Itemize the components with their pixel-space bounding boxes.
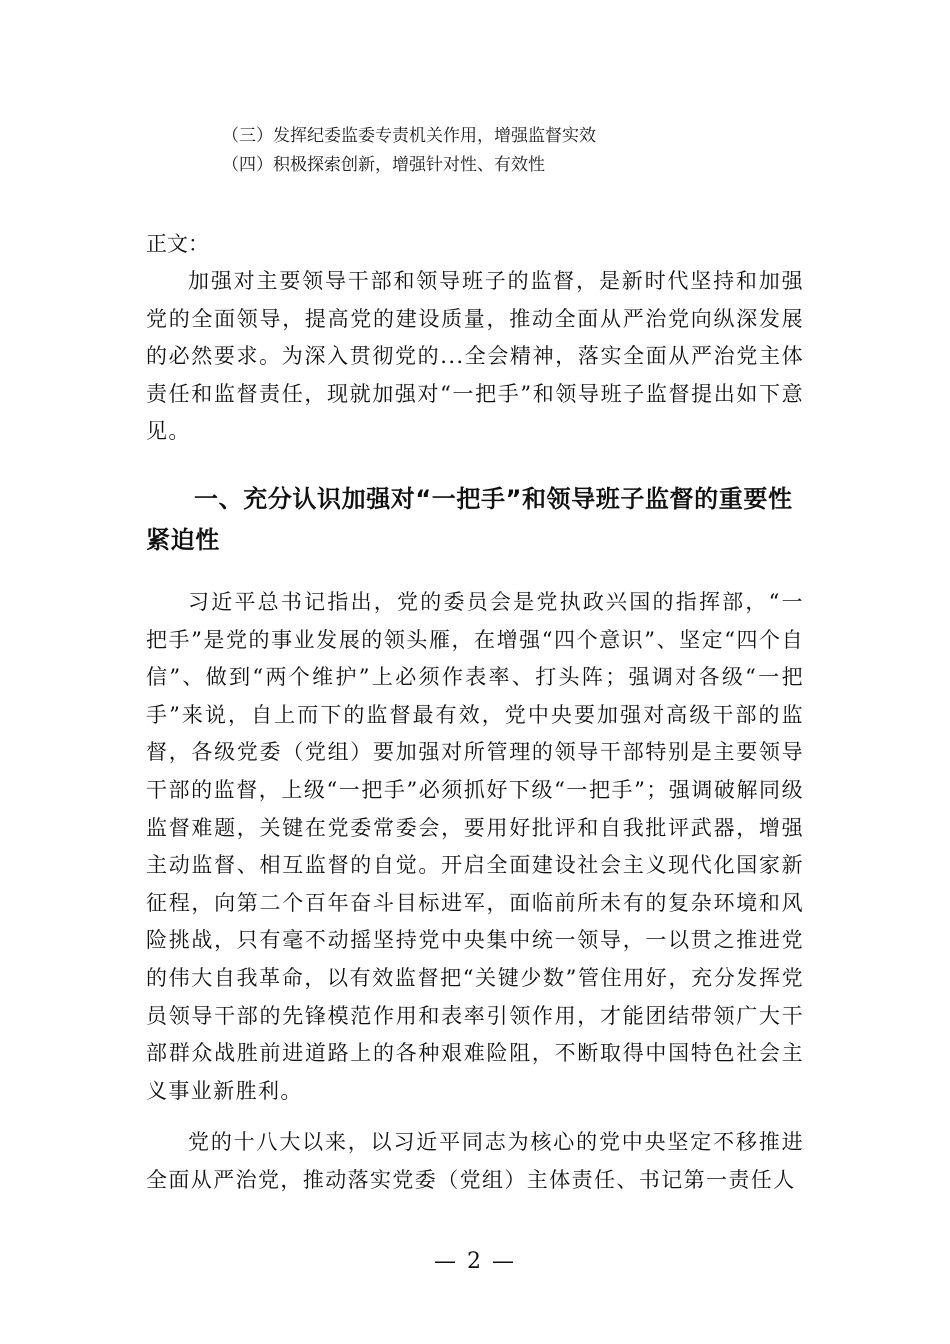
table-of-contents <box>222 122 782 180</box>
intro-paragraph: 加强对主要领导干部和领导班子的监督，是新时代坚持和加强党的全面领导，提高党的建设质量，推动全面从严治党向纵深发展的必然要求。为深入贯彻党的...全会精神，落实全面从严治党主体责任和监督责任，现就加强对“一把手”和领导班子监督提出如下意见。 <box>146 269 804 444</box>
body-label: 正文： <box>146 232 209 256</box>
section-heading: 一、充分认识加强对“一把手”和领导班子监督的重要性紧迫性 <box>146 485 793 554</box>
page-number: — 2 — <box>434 1249 516 1274</box>
body-paragraph: 党的十八大以来，以习近平同志为核心的党中央坚定不移推进全面从严治党，推动落实党委（党组）主体责任、书记第一责任人 <box>146 1130 804 1192</box>
body-paragraph: 习近平总书记指出，党的委员会是党执政兴国的指挥部，“一把手”是党的事业发展的领头雁，在增强“四个意识”、坚定“四个自信”、做到“两个维护”上必须作表率、打头阵；强调对各级“一把手”来说，自上而下的监督最有效，党中央要加强对高级干部的监督，各级党委（党组）要加强对所管理的领导干部特别是主要领导干部的监督，上级“一把手”必须抓好下级“一把手”；强调破解同级监督难题，关键在党委常委会，要用好批评和自我批评武器，增强主动监督、相互监督的自觉。开启全面建设社会主义现代化国家新征程，向第二个百年奋斗目标进军，面临前所未有的复杂环境和风险挑战，只有毫不动摇坚持党中央集中统一领导，一以贯之推进党的伟大自我革命，以有效监督把“关键少数”管住用好，充分发挥党员领导干部的先锋模范作用和表率引领作用，才能团结带领广大干部群众战胜前进道路上的各种艰难险阻，不断取得中国特色社会主义事业新胜利。 <box>146 590 804 1103</box>
toc-item: （四）积极探索创新，增强针对性、有效性 <box>222 155 545 175</box>
toc-item: （三）发挥纪委监委专责机关作用，增强监督实效 <box>222 126 596 146</box>
